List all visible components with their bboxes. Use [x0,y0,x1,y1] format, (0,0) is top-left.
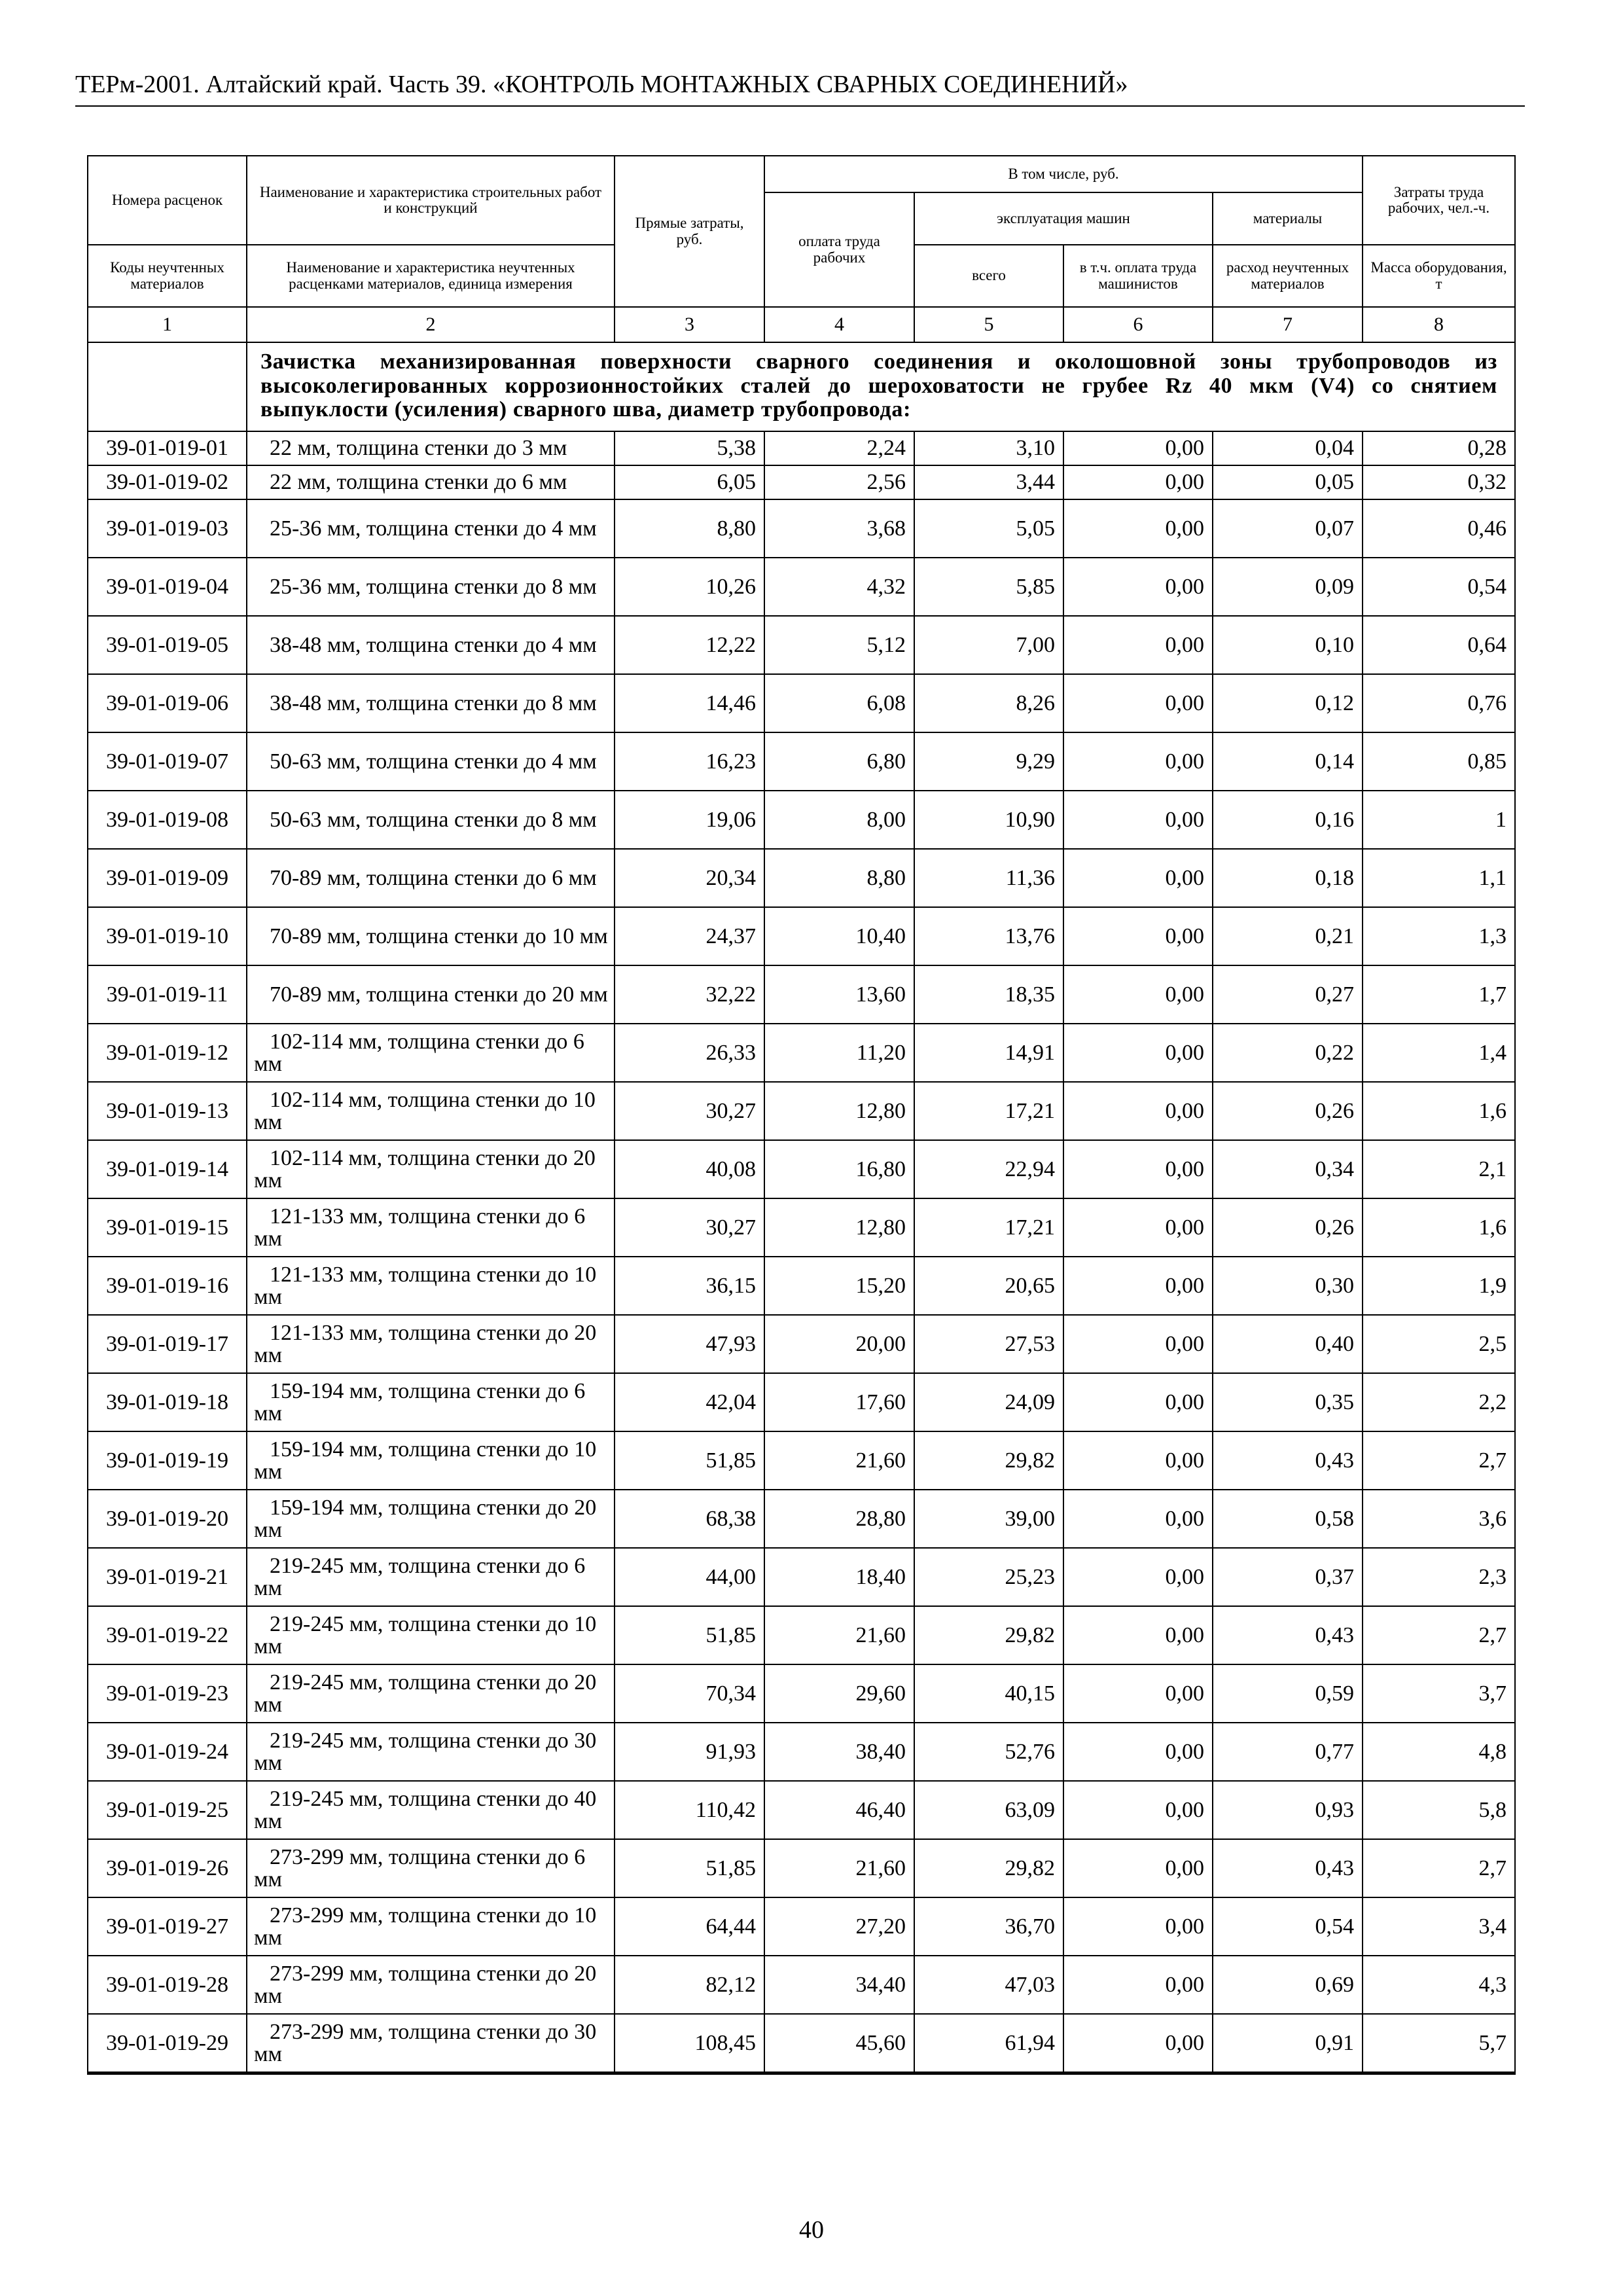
section-blank-cell [88,342,247,431]
work-description: 50-63 мм, толщина стенки до 8 мм [247,791,615,849]
machinist-wages: 0,00 [1063,499,1213,558]
work-description: 273-299 мм, толщина стенки до 10 мм [247,1897,615,1956]
table-row [88,1664,1515,1723]
table-row [88,465,1515,499]
table-row [88,431,1515,465]
labor-costs: 5,7 [1363,2014,1515,2073]
column-number: 7 [1213,307,1363,342]
work-description: 70-89 мм, толщина стенки до 6 мм [247,849,615,907]
table-row [88,674,1515,732]
section-title-text: Зачистка механизированная поверхности сварного соединения и околошовной зоны трубопроводов из высоколегированных коррозионностойких сталей до шероховатости не грубее Rz 40 мкм (V4) со снятием выпуклости (усиления) сварного шва, диаметр трубопровода: [260,350,1498,422]
direct-costs: 8,80 [615,499,764,558]
labor-costs: 1,3 [1363,907,1515,965]
rate-code: 39-01-019-12 [88,1024,247,1082]
materials-cost: 0,34 [1213,1140,1363,1198]
machines-total: 9,29 [914,732,1063,791]
materials-cost: 0,26 [1213,1198,1363,1257]
column-number: 1 [88,307,247,342]
work-description: 102-114 мм, толщина стенки до 6 мм [247,1024,615,1082]
worker-wages: 10,40 [764,907,914,965]
worker-wages: 15,20 [764,1257,914,1315]
section-title [247,342,1515,431]
machines-total: 7,00 [914,616,1063,674]
table-row [88,1431,1515,1490]
header-unaccounted-consumption: расход неучтенных материалов [1213,245,1363,307]
machines-total: 3,44 [914,465,1063,499]
rate-code: 39-01-019-13 [88,1082,247,1140]
machines-total: 18,35 [914,965,1063,1024]
machines-total: 29,82 [914,1839,1063,1897]
labor-costs: 3,6 [1363,1490,1515,1548]
table-row [88,1315,1515,1373]
rate-code: 39-01-019-02 [88,465,247,499]
rate-code: 39-01-019-03 [88,499,247,558]
table-row [88,1024,1515,1082]
materials-cost: 0,05 [1213,465,1363,499]
direct-costs: 82,12 [615,1956,764,2014]
work-description: 22 мм, толщина стенки до 6 мм [247,465,615,499]
worker-wages: 21,60 [764,1606,914,1664]
machinist-wages: 0,00 [1063,1431,1213,1490]
machinist-wages: 0,00 [1063,2014,1213,2073]
machines-total: 39,00 [914,1490,1063,1548]
direct-costs: 16,23 [615,732,764,791]
materials-cost: 0,93 [1213,1781,1363,1839]
machinist-wages: 0,00 [1063,674,1213,732]
table-row [88,558,1515,616]
rate-code: 39-01-019-26 [88,1839,247,1897]
table-row [88,616,1515,674]
worker-wages: 46,40 [764,1781,914,1839]
work-description: 273-299 мм, толщина стенки до 6 мм [247,1839,615,1897]
labor-costs: 1,6 [1363,1082,1515,1140]
worker-wages: 12,80 [764,1082,914,1140]
header-machines: эксплуатация машин [914,192,1213,245]
rate-code: 39-01-019-19 [88,1431,247,1490]
work-description: 70-89 мм, толщина стенки до 10 мм [247,907,615,965]
machinist-wages: 0,00 [1063,1606,1213,1664]
worker-wages: 2,56 [764,465,914,499]
table-row [88,1548,1515,1606]
labor-costs: 2,3 [1363,1548,1515,1606]
materials-cost: 0,40 [1213,1315,1363,1373]
direct-costs: 51,85 [615,1606,764,1664]
rate-code: 39-01-019-08 [88,791,247,849]
work-description: 273-299 мм, толщина стенки до 30 мм [247,2014,615,2073]
work-description: 159-194 мм, толщина стенки до 10 мм [247,1431,615,1490]
direct-costs: 14,46 [615,674,764,732]
machines-total: 25,23 [914,1548,1063,1606]
rate-code: 39-01-019-09 [88,849,247,907]
table-row [88,1198,1515,1257]
column-number: 8 [1363,307,1515,342]
worker-wages: 6,08 [764,674,914,732]
worker-wages: 8,00 [764,791,914,849]
work-description: 219-245 мм, толщина стенки до 30 мм [247,1723,615,1781]
table-row [88,499,1515,558]
column-number-row [88,307,1515,342]
work-description: 121-133 мм, толщина стенки до 6 мм [247,1198,615,1257]
worker-wages: 11,20 [764,1024,914,1082]
machinist-wages: 0,00 [1063,1548,1213,1606]
worker-wages: 12,80 [764,1198,914,1257]
direct-costs: 30,27 [615,1198,764,1257]
worker-wages: 34,40 [764,1956,914,2014]
materials-cost: 0,69 [1213,1956,1363,2014]
worker-wages: 18,40 [764,1548,914,1606]
machinist-wages: 0,00 [1063,732,1213,791]
direct-costs: 19,06 [615,791,764,849]
machinist-wages: 0,00 [1063,558,1213,616]
worker-wages: 27,20 [764,1897,914,1956]
column-number: 2 [247,307,615,342]
worker-wages: 21,60 [764,1839,914,1897]
materials-cost: 0,58 [1213,1490,1363,1548]
machines-total: 29,82 [914,1431,1063,1490]
materials-cost: 0,54 [1213,1897,1363,1956]
table-row [88,1606,1515,1664]
machines-total: 47,03 [914,1956,1063,2014]
machinist-wages: 0,00 [1063,1257,1213,1315]
rate-code: 39-01-019-29 [88,2014,247,2073]
machinist-wages: 0,00 [1063,849,1213,907]
work-description: 159-194 мм, толщина стенки до 6 мм [247,1373,615,1431]
worker-wages: 21,60 [764,1431,914,1490]
materials-cost: 0,37 [1213,1548,1363,1606]
direct-costs: 42,04 [615,1373,764,1431]
direct-costs: 51,85 [615,1431,764,1490]
work-description: 121-133 мм, толщина стенки до 20 мм [247,1315,615,1373]
worker-wages: 28,80 [764,1490,914,1548]
header-materials: материалы [1213,192,1363,245]
materials-cost: 0,12 [1213,674,1363,732]
direct-costs: 36,15 [615,1257,764,1315]
table-row [88,907,1515,965]
header-unaccounted-codes: Коды неучтенных материалов [88,245,247,307]
machinist-wages: 0,00 [1063,1897,1213,1956]
table-row [88,1897,1515,1956]
machinist-wages: 0,00 [1063,1024,1213,1082]
labor-costs: 4,3 [1363,1956,1515,2014]
machines-total: 40,15 [914,1664,1063,1723]
direct-costs: 51,85 [615,1839,764,1897]
work-description: 219-245 мм, толщина стенки до 40 мм [247,1781,615,1839]
header-labor: Затраты труда рабочих, чел.-ч. [1363,156,1515,245]
header-direct-costs: Прямые затраты, руб. [615,156,764,307]
materials-cost: 0,21 [1213,907,1363,965]
page-header: ТЕРм-2001. Алтайский край. Часть 39. «КОНТРОЛЬ МОНТАЖНЫХ СВАРНЫХ СОЕДИНЕНИЙ» [75,71,1128,98]
worker-wages: 45,60 [764,2014,914,2073]
direct-costs: 47,93 [615,1315,764,1373]
direct-costs: 44,00 [615,1548,764,1606]
table-row [88,1373,1515,1431]
direct-costs: 26,33 [615,1024,764,1082]
column-number: 4 [764,307,914,342]
worker-wages: 8,80 [764,849,914,907]
rate-code: 39-01-019-18 [88,1373,247,1431]
work-description: 219-245 мм, толщина стенки до 20 мм [247,1664,615,1723]
labor-costs: 2,2 [1363,1373,1515,1431]
materials-cost: 0,43 [1213,1839,1363,1897]
rate-code: 39-01-019-25 [88,1781,247,1839]
machinist-wages: 0,00 [1063,1198,1213,1257]
header-machines-wages: в т.ч. оплата труда машинистов [1063,245,1213,307]
materials-cost: 0,14 [1213,732,1363,791]
machines-total: 11,36 [914,849,1063,907]
header-wages: оплата труда рабочих [764,192,914,307]
machines-total: 3,10 [914,431,1063,465]
worker-wages: 17,60 [764,1373,914,1431]
materials-cost: 0,27 [1213,965,1363,1024]
table-row [88,1140,1515,1198]
worker-wages: 29,60 [764,1664,914,1723]
rate-code: 39-01-019-20 [88,1490,247,1548]
direct-costs: 108,45 [615,2014,764,2073]
machines-total: 17,21 [914,1082,1063,1140]
rate-code: 39-01-019-04 [88,558,247,616]
materials-cost: 0,26 [1213,1082,1363,1140]
labor-costs: 2,5 [1363,1315,1515,1373]
work-description: 273-299 мм, толщина стенки до 20 мм [247,1956,615,2014]
machinist-wages: 0,00 [1063,1082,1213,1140]
materials-cost: 0,09 [1213,558,1363,616]
work-description: 25-36 мм, толщина стенки до 8 мм [247,558,615,616]
machines-total: 27,53 [914,1315,1063,1373]
column-number: 5 [914,307,1063,342]
materials-cost: 0,16 [1213,791,1363,849]
rate-code: 39-01-019-21 [88,1548,247,1606]
header-work-name: Наименование и характеристика строительных работ и конструкций [247,156,615,245]
machinist-wages: 0,00 [1063,1373,1213,1431]
machines-total: 52,76 [914,1723,1063,1781]
table-row [88,2014,1515,2073]
worker-wages: 6,80 [764,732,914,791]
machines-total: 29,82 [914,1606,1063,1664]
column-number: 3 [615,307,764,342]
machines-total: 20,65 [914,1257,1063,1315]
worker-wages: 4,32 [764,558,914,616]
machines-total: 5,05 [914,499,1063,558]
labor-costs: 4,8 [1363,1723,1515,1781]
machinist-wages: 0,00 [1063,1315,1213,1373]
work-description: 121-133 мм, толщина стенки до 10 мм [247,1257,615,1315]
direct-costs: 30,27 [615,1082,764,1140]
rate-code: 39-01-019-15 [88,1198,247,1257]
work-description: 219-245 мм, толщина стенки до 10 мм [247,1606,615,1664]
work-description: 38-48 мм, толщина стенки до 4 мм [247,616,615,674]
rate-code: 39-01-019-27 [88,1897,247,1956]
table-row [88,732,1515,791]
rate-code: 39-01-019-28 [88,1956,247,2014]
work-description: 159-194 мм, толщина стенки до 20 мм [247,1490,615,1548]
machinist-wages: 0,00 [1063,907,1213,965]
direct-costs: 91,93 [615,1723,764,1781]
rate-code: 39-01-019-10 [88,907,247,965]
materials-cost: 0,10 [1213,616,1363,674]
direct-costs: 70,34 [615,1664,764,1723]
labor-costs: 0,76 [1363,674,1515,732]
materials-cost: 0,43 [1213,1431,1363,1490]
rate-code: 39-01-019-06 [88,674,247,732]
machines-total: 24,09 [914,1373,1063,1431]
machinist-wages: 0,00 [1063,965,1213,1024]
work-description: 25-36 мм, толщина стенки до 4 мм [247,499,615,558]
table-row [88,1839,1515,1897]
section-title-row [88,342,1515,431]
header-machines-total: всего [914,245,1063,307]
machinist-wages: 0,00 [1063,1140,1213,1198]
table-row [88,1082,1515,1140]
table-row [88,1723,1515,1781]
labor-costs: 1,6 [1363,1198,1515,1257]
machinist-wages: 0,00 [1063,1664,1213,1723]
rate-code: 39-01-019-17 [88,1315,247,1373]
materials-cost: 0,91 [1213,2014,1363,2073]
direct-costs: 12,22 [615,616,764,674]
direct-costs: 32,22 [615,965,764,1024]
labor-costs: 2,7 [1363,1606,1515,1664]
direct-costs: 6,05 [615,465,764,499]
labor-costs: 3,7 [1363,1664,1515,1723]
machines-total: 61,94 [914,2014,1063,2073]
direct-costs: 24,37 [615,907,764,965]
worker-wages: 3,68 [764,499,914,558]
rate-code: 39-01-019-14 [88,1140,247,1198]
rate-code: 39-01-019-07 [88,732,247,791]
table-row [88,1257,1515,1315]
page-number: 40 [799,2216,824,2244]
materials-cost: 0,35 [1213,1373,1363,1431]
work-description: 70-89 мм, толщина стенки до 20 мм [247,965,615,1024]
machinist-wages: 0,00 [1063,465,1213,499]
work-description: 38-48 мм, толщина стенки до 8 мм [247,674,615,732]
machines-total: 8,26 [914,674,1063,732]
rate-code: 39-01-019-24 [88,1723,247,1781]
header-unaccounted-name: Наименование и характеристика неучтенных расценками материалов, единица измерения [247,245,615,307]
table-row [88,1490,1515,1548]
work-description: 102-114 мм, толщина стенки до 20 мм [247,1140,615,1198]
table-row [88,1781,1515,1839]
materials-cost: 0,77 [1213,1723,1363,1781]
materials-cost: 0,43 [1213,1606,1363,1664]
work-description: 22 мм, толщина стенки до 3 мм [247,431,615,465]
labor-costs: 1 [1363,791,1515,849]
direct-costs: 40,08 [615,1140,764,1198]
table-row [88,791,1515,849]
header-rule [75,105,1525,107]
materials-cost: 0,22 [1213,1024,1363,1082]
machinist-wages: 0,00 [1063,431,1213,465]
machines-total: 5,85 [914,558,1063,616]
machinist-wages: 0,00 [1063,1956,1213,2014]
materials-cost: 0,04 [1213,431,1363,465]
worker-wages: 20,00 [764,1315,914,1373]
worker-wages: 16,80 [764,1140,914,1198]
labor-costs: 2,7 [1363,1839,1515,1897]
labor-costs: 5,8 [1363,1781,1515,1839]
rate-code: 39-01-019-01 [88,431,247,465]
labor-costs: 0,85 [1363,732,1515,791]
machines-total: 13,76 [914,907,1063,965]
worker-wages: 2,24 [764,431,914,465]
labor-costs: 1,7 [1363,965,1515,1024]
machines-total: 36,70 [914,1897,1063,1956]
machinist-wages: 0,00 [1063,1839,1213,1897]
rate-code: 39-01-019-05 [88,616,247,674]
labor-costs: 0,32 [1363,465,1515,499]
machines-total: 10,90 [914,791,1063,849]
worker-wages: 38,40 [764,1723,914,1781]
labor-costs: 0,54 [1363,558,1515,616]
machinist-wages: 0,00 [1063,1723,1213,1781]
direct-costs: 10,26 [615,558,764,616]
machines-total: 22,94 [914,1140,1063,1198]
work-description: 50-63 мм, толщина стенки до 4 мм [247,732,615,791]
header-rate-numbers: Номера расценок [88,156,247,245]
direct-costs: 5,38 [615,431,764,465]
header-including: В том числе, руб. [764,156,1363,192]
labor-costs: 2,7 [1363,1431,1515,1490]
machines-total: 17,21 [914,1198,1063,1257]
header-equipment-mass: Масса оборудования, т [1363,245,1515,307]
rate-code: 39-01-019-23 [88,1664,247,1723]
labor-costs: 0,28 [1363,431,1515,465]
labor-costs: 1,4 [1363,1024,1515,1082]
materials-cost: 0,18 [1213,849,1363,907]
labor-costs: 0,64 [1363,616,1515,674]
rate-code: 39-01-019-11 [88,965,247,1024]
rate-code: 39-01-019-22 [88,1606,247,1664]
labor-costs: 2,1 [1363,1140,1515,1198]
machinist-wages: 0,00 [1063,791,1213,849]
machinist-wages: 0,00 [1063,1490,1213,1548]
machinist-wages: 0,00 [1063,616,1213,674]
work-description: 102-114 мм, толщина стенки до 10 мм [247,1082,615,1140]
worker-wages: 5,12 [764,616,914,674]
materials-cost: 0,07 [1213,499,1363,558]
machinist-wages: 0,00 [1063,1781,1213,1839]
labor-costs: 1,1 [1363,849,1515,907]
work-description: 219-245 мм, толщина стенки до 6 мм [247,1548,615,1606]
labor-costs: 0,46 [1363,499,1515,558]
direct-costs: 68,38 [615,1490,764,1548]
direct-costs: 20,34 [615,849,764,907]
labor-costs: 3,4 [1363,1897,1515,1956]
table-row [88,965,1515,1024]
worker-wages: 13,60 [764,965,914,1024]
rates-table [87,155,1516,2075]
machines-total: 14,91 [914,1024,1063,1082]
labor-costs: 1,9 [1363,1257,1515,1315]
direct-costs: 110,42 [615,1781,764,1839]
column-number: 6 [1063,307,1213,342]
table-row [88,849,1515,907]
materials-cost: 0,59 [1213,1664,1363,1723]
table-row [88,1956,1515,2014]
materials-cost: 0,30 [1213,1257,1363,1315]
direct-costs: 64,44 [615,1897,764,1956]
machines-total: 63,09 [914,1781,1063,1839]
rate-code: 39-01-019-16 [88,1257,247,1315]
